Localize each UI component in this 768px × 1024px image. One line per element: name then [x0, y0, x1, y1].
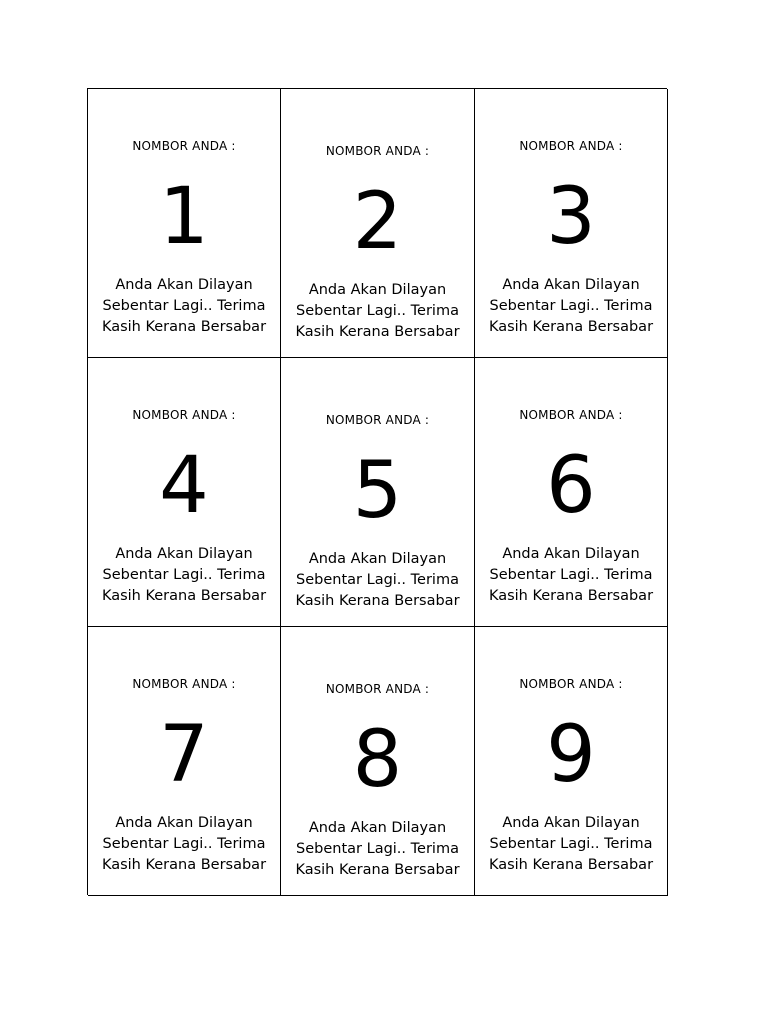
message-line: Anda Akan Dilayan [502, 277, 640, 293]
message-line: Sebentar Lagi.. Terima [489, 298, 653, 314]
message-line: Anda Akan Dilayan [502, 546, 640, 562]
ticket-message [281, 280, 474, 343]
message-line: Anda Akan Dilayan [308, 551, 447, 567]
ticket-message [281, 549, 474, 612]
message-line: Kasih Kerana Bersabar [295, 593, 460, 609]
ticket-number: 6 [546, 441, 596, 531]
ticket-label: NOMBOR ANDA : [519, 139, 623, 153]
message-line: Anda Akan Dilayan [115, 546, 253, 562]
message-line: Kasih Kerana Bersabar [488, 857, 654, 873]
ticket-4 [88, 358, 281, 627]
message-line: Sebentar Lagi.. Terima [102, 567, 266, 583]
message-line: Anda Akan Dilayan [115, 815, 253, 831]
message-line: Kasih Kerana Bersabar [488, 588, 654, 604]
message-line: Kasih Kerana Bersabar [101, 857, 267, 873]
ticket-number: 7 [159, 710, 209, 800]
message-line: Anda Akan Dilayan [502, 815, 640, 831]
ticket-label: NOMBOR ANDA : [325, 413, 430, 427]
ticket-9 [475, 627, 668, 896]
message-line: Sebentar Lagi.. Terima [296, 572, 459, 588]
message-line: Anda Akan Dilayan [115, 277, 253, 293]
message-line: Kasih Kerana Bersabar [295, 862, 460, 878]
message-line: Sebentar Lagi.. Terima [489, 836, 653, 852]
message-line: Sebentar Lagi.. Terima [489, 567, 653, 583]
message-line: Anda Akan Dilayan [308, 282, 447, 298]
ticket-label: NOMBOR ANDA : [132, 408, 236, 422]
ticket-message [281, 818, 474, 881]
ticket-number: 8 [352, 715, 403, 805]
message-line: Kasih Kerana Bersabar [101, 319, 267, 335]
ticket-message [475, 813, 667, 876]
ticket-label: NOMBOR ANDA : [519, 408, 623, 422]
ticket-number: 5 [352, 446, 403, 536]
ticket-3 [475, 89, 668, 358]
ticket-label: NOMBOR ANDA : [325, 682, 430, 696]
ticket-message [88, 544, 280, 607]
ticket-number: 1 [159, 172, 209, 262]
ticket-5 [281, 358, 475, 627]
message-line: Kasih Kerana Bersabar [488, 319, 654, 335]
ticket-label: NOMBOR ANDA : [325, 144, 430, 158]
ticket-sheet [87, 88, 667, 895]
message-line: Sebentar Lagi.. Terima [296, 303, 459, 319]
message-line: Kasih Kerana Bersabar [295, 324, 460, 340]
ticket-message [475, 275, 667, 338]
message-line: Kasih Kerana Bersabar [101, 588, 267, 604]
ticket-number: 4 [159, 441, 209, 531]
ticket-number: 3 [546, 172, 596, 262]
ticket-number: 2 [352, 177, 403, 267]
ticket-2 [281, 89, 475, 358]
message-line: Sebentar Lagi.. Terima [102, 298, 266, 314]
ticket-number: 9 [546, 710, 596, 800]
ticket-1 [88, 89, 281, 358]
message-line: Sebentar Lagi.. Terima [296, 841, 459, 857]
ticket-label: NOMBOR ANDA : [519, 677, 623, 691]
ticket-message [475, 544, 667, 607]
ticket-label: NOMBOR ANDA : [132, 139, 236, 153]
ticket-label: NOMBOR ANDA : [132, 677, 236, 691]
ticket-message [88, 813, 280, 876]
ticket-7 [88, 627, 281, 896]
ticket-6 [475, 358, 668, 627]
message-line: Anda Akan Dilayan [308, 820, 447, 836]
ticket-8 [281, 627, 475, 896]
ticket-message [88, 275, 280, 338]
message-line: Sebentar Lagi.. Terima [102, 836, 266, 852]
